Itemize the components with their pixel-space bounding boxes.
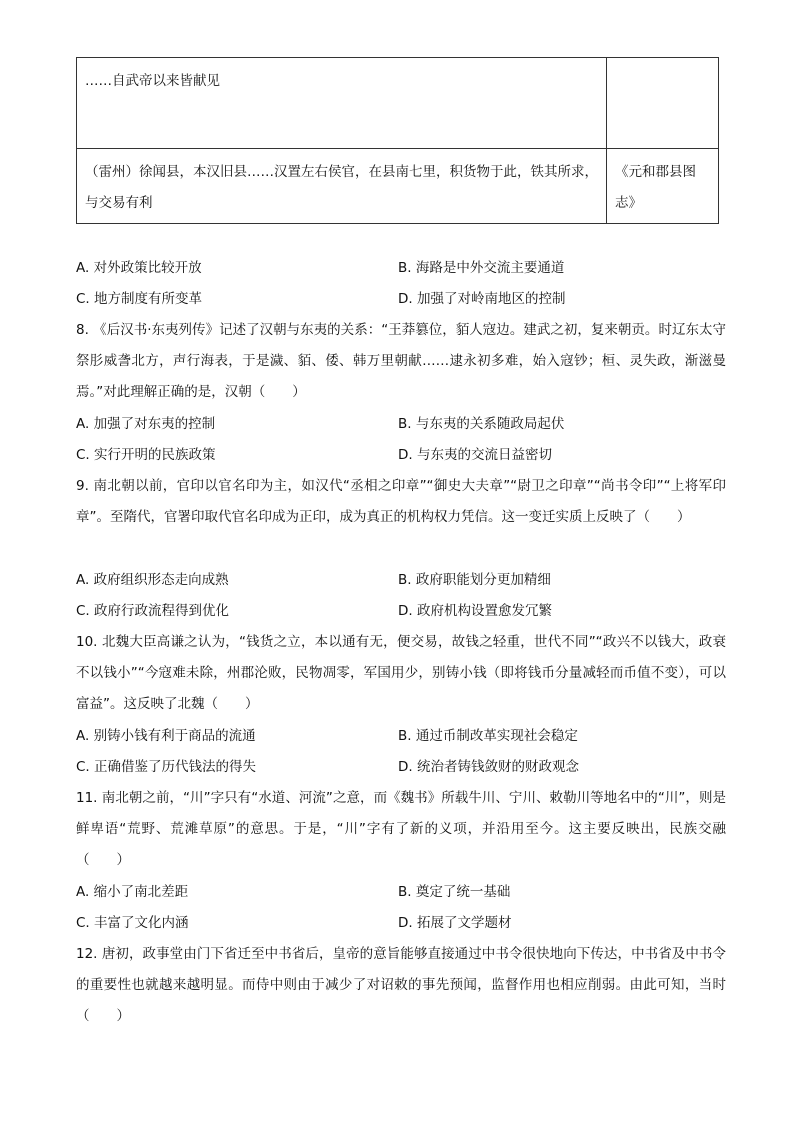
q7-option-b: B. 海路是中外交流主要通道 [398,260,565,276]
q10-stem: 10. 北魏大臣高谦之认为，“钱货之立，本以通有无，便交易，故钱之轻重，世代不同”“政兴不以钱大，政衰不以钱小”“今寇难未除，州郡沦败，民物凋零，军国用少，别铸小钱（即将钱币分量减轻而币值不变），可以富益”。这反映了北魏（ ） [76,634,726,712]
q11-stem: 11. 南北朝之前，“川”字只有“水道、河流”之意，而《魏书》所载牛川、宁川、敕勒川等地名中的“川”，则是鲜卑语“荒野、荒滩草原”的意思。于是，“川”字有了新的义项，并沿用至今。这主要反映出，民族交融（ ） [76,790,726,868]
q8-stem: 8. 《后汉书·东夷列传》记述了汉朝与东夷的关系：“王莽篡位，貊人寇边。建武之初，复来朝贡。时辽东太守祭肜威詟北方，声行海表，于是濊、貊、倭、韩万里朝献……逮永初多难，始入寇钞；桓、灵失政，渐滋曼焉。”对此理解正确的是，汉朝（ ） [76,322,726,400]
q11-option-a: A. 缩小了南北差距 [76,884,189,900]
table-cell-text: （雷州）徐闻县，本汉旧县……汉置左右侯官，在县南七里，积货物于此，铁其所求，与交易有利 [77,149,607,224]
q10-option-c: C. 正确借鉴了历代钱法的得失 [76,759,257,775]
q11-option-c: C. 丰富了文化内涵 [76,915,189,931]
q8-option-b: B. 与东夷的关系随政局起伏 [398,416,565,432]
table-cell-text: ……自武帝以来皆献见 [77,58,607,149]
q9-stem: 9. 南北朝以前，官印以官名印为主，如汉代“丞相之印章”“御史大夫章”“尉卫之印章”“尚书令印”“上将军印章”。至隋代，官署印取代官名印成为正印，成为真正的机构权力凭信。这一变迁实质上反映了（ ） [76,478,726,525]
q9-option-a: A. 政府组织形态走向成熟 [76,572,229,588]
q8-option-c: C. 实行开明的民族政策 [76,447,216,463]
q11-option-b: B. 奠定了统一基础 [398,884,511,900]
table-cell-source [607,58,719,149]
q7-option-c: C. 地方制度有所变革 [76,291,203,307]
q9-option-d: D. 政府机构设置愈发冗繁 [398,603,552,619]
q7-option-d: D. 加强了对岭南地区的控制 [398,291,566,307]
q10-option-b: B. 通过币制改革实现社会稳定 [398,728,578,744]
q10-option-d: D. 统治者铸钱敛财的财政观念 [398,759,579,775]
table-row [77,149,719,224]
q10-option-a: A. 别铸小钱有利于商品的流通 [76,728,256,744]
q12-stem: 12. 唐初，政事堂由门下省迁至中书省后，皇帝的意旨能够直接通过中书令很快地向下传达，中书省及中书令的重要性也就越来越明显。而侍中则由于减少了对诏敕的事先预闻，监督作用也相应削弱。由此可知，当时（ ） [76,946,726,1024]
source-table [76,57,719,224]
q11-option-d: D. 拓展了文学题材 [398,915,512,931]
q9-option-c: C. 政府行政流程得到优化 [76,603,230,619]
table-cell-source: 《元和郡县图志》 [607,149,719,224]
table-row [77,58,719,149]
q8-option-d: D. 与东夷的交流日益密切 [398,447,552,463]
q9-option-b: B. 政府职能划分更加精细 [398,572,551,588]
q8-option-a: A. 加强了对东夷的控制 [76,416,216,432]
q7-option-a: A. 对外政策比较开放 [76,260,202,276]
